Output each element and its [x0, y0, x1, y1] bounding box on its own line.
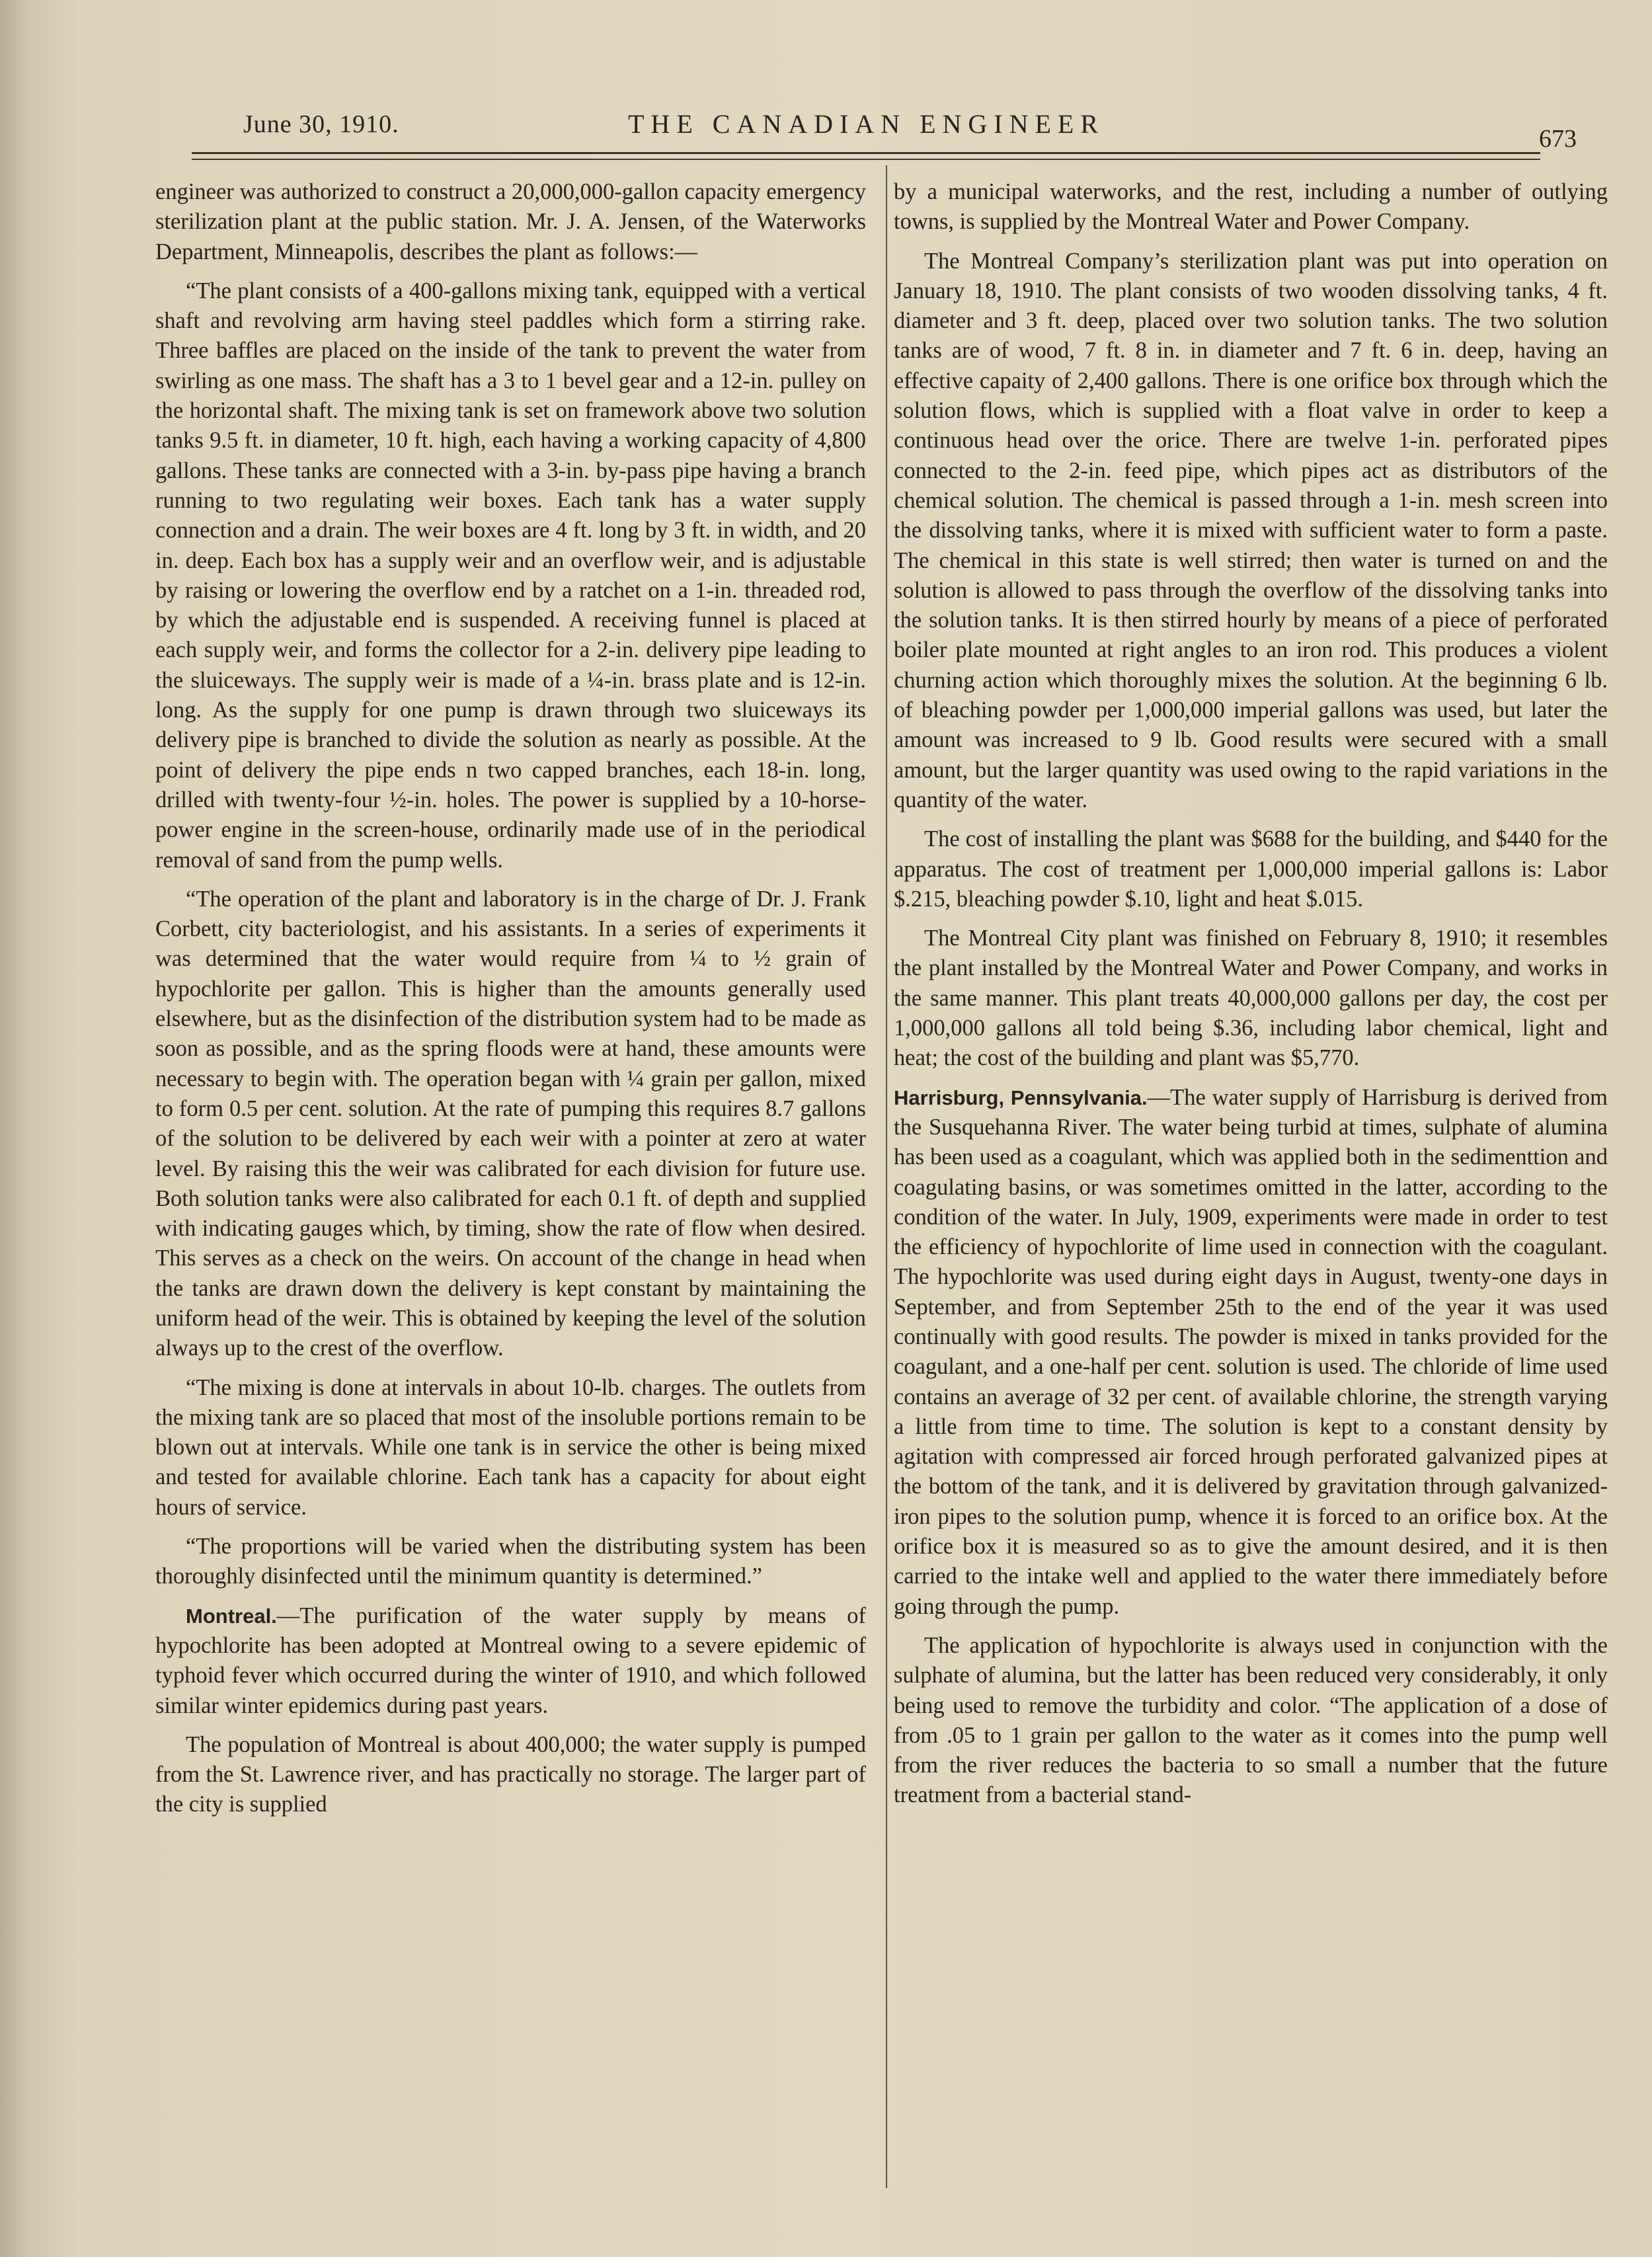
paragraph: “The proportions will be varied when the distributing system has been thoroughly disinfected until the minimum quantity is determined.”: [155, 1534, 866, 1589]
running-header: [238, 106, 1593, 159]
header-rule-bottom: [192, 159, 1540, 160]
header-date: June 30, 1910.: [243, 110, 399, 138]
right-column: [894, 177, 1608, 1820]
column-divider: [886, 165, 887, 2188]
paragraph: “The operation of the plant and laboratory is in the charge of Dr. J. Frank Corbett, city bacteriologist, and his assistants. In a series of experiments it was determined that the water would require from ¼ to ½ grain of hypochlorite per gallon. This is higher than the amounts generally used elsewhere, but as the disinfection of the distribution system had to be made as soon as possible, and as the spring floods were at hand, these amounts were necessary to begin with. The operation began with ¼ grain per gallon, mixed to form 0.5 per cent. solution. At the rate of pumping this requires 8.7 gallons of the solution to be delivered by each weir with a pointer at zero at water level. By raising this the weir was calibrated for each division for future use. Both solution tanks were also calibrated for each 0.1 ft. of depth and supplied with indicating gauges which, by timing, show the rate of flow when desired. This serves as a check on the weirs. On account of the change in head when the tanks are drawn down the delivery is kept constant by maintaining the uniform head of the weir. This is obtained by keeping the level of the solution always up to the crest of the overflow.: [155, 886, 866, 1361]
left-column: [155, 177, 866, 1829]
header-rule-top: [192, 152, 1540, 154]
page-number: 673: [1539, 125, 1577, 153]
paragraph-text: —The purification of the water supply by means of hypochlorite has been adopted at Montreal owing to a severe epidemic of typhoid fever which occurred during the winter of 1910, and which followed similar winter epidemics during past years.: [155, 1603, 866, 1718]
paragraph: by a municipal waterworks, and the rest, including a number of outlying towns, is supplied by the Montreal Water and Power Company.: [894, 179, 1608, 235]
section-heading-harrisburg: Harrisburg, Pennsylvania.: [894, 1086, 1148, 1109]
paragraph: “The mixing is done at intervals in about 10-lb. charges. The outlets from the mixing tank are so placed that most of the insoluble portions remain to be blown out at intervals. While one tank is in service the other is being mixed and tested for available chlorine. Each tank has a capacity for about eight hours of service.: [155, 1374, 866, 1520]
paragraph: [155, 1601, 866, 1721]
paragraph-text: —The water supply of Harrisburg is derived from the Susquehanna River. The water being turbid at times, sulphate of alumina has been used as a coagulant, which was applied both in the sedimenttion and coagulating basins, or was sometimes omitted in the latter, according to the condition of the water. In July, 1909, experiments were made in order to test the efficiency of hypochlorite of lime used in connection with the coagulant. The hypochlorite was used during eight days in August, twenty-one days in September, and from September 25th to the end of the year it was used continually with good results. The powder is mixed in tanks provided for the coagulant, and a one-half per cent. solution is used. The chloride of lime used contains an average of 32 per cent. of available chlorine, the strength varying a little from time to time. The solution is kept to a constant density by agitation with compressed air forced hrough perforated galvanized pipes at the bottom of the tank, and it is delivered by gravitation through galvanized-iron pipes to the solution pump, whence it is forced to an orifice box. At the orifice box it is measured so as to give the amount desired, and it is then carried to the intake well and applied to the water there immediately before going through the pump.: [894, 1084, 1608, 1619]
paragraph: engineer was authorized to construct a 20,000,000-gallon capacity emergency sterilization plant at the public station. Mr. J. A. Jensen, of the Waterworks Department, Minneapolis, describes the plant as follows:—: [155, 179, 866, 264]
paragraph: The cost of installing the plant was $688 for the building, and $440 for the apparatus. The cost of treatment per 1,000,000 imperial gallons is: Labor $.215, bleaching powder $.10, light and heat $.015.: [894, 826, 1608, 912]
paragraph: The Montreal City plant was finished on February 8, 1910; it resembles the plant installed by the Montreal Water and Power Company, and works in the same manner. This plant treats 40,000,000 gallons per day, the cost per 1,000,000 gallons all told being $.36, including labor chemical, light and heat; the cost of the building and plant was $5,770.: [894, 926, 1608, 1071]
journal-title: THE CANADIAN ENGINEER: [628, 109, 1105, 139]
section-heading-montreal: Montreal.: [186, 1604, 277, 1628]
paragraph: The Montreal Company’s sterilization plant was put into operation on January 18, 1910. The plant consists of two wooden dissolving tanks, 4 ft. diameter and 3 ft. deep, placed over two solution tanks. The two solution tanks are of wood, 7 ft. 8 in. in diameter and 7 ft. 6 in. deep, having an effective capaity of 2,400 gallons. There is one orifice box through which the solution flows, which is supplied with a float valve in order to keep a continuous head over the orice. There are twelve 1-in. perforated pipes connected to the 2-in. feed pipe, which pipes act as distributors of the chemical solution. The chemical is passed through a 1-in. mesh screen into the dissolving tanks, where it is mixed with sufficient water to form a paste. The chemical in this state is well stirred; then water is turned on and the solution is allowed to pass through the overflow of the dissolving tanks into the solution tanks. It is then stirred hourly by means of a piece of perforated boiler plate mounted at right angles to an iron rod. This produces a violent churning action which thoroughly mixes the solution. At the beginning 6 lb. of bleaching powder per 1,000,000 imperial gallons was used, but later the amount was increased to 9 lb. Good results were secured with a small amount, but the larger quantity was used owing to the rapid variations in the quantity of the water.: [894, 248, 1608, 812]
paragraph: [894, 1083, 1608, 1622]
paragraph: The application of hypochlorite is always used in conjunction with the sulphate of alumina, but the latter has been reduced very considerably, it only being used to remove the turbidity and color. “The application of a dose of from .05 to 1 grain per gallon to the water as it comes into the pump well from the river reduces the bacteria to so small a number that the future treatment from a bacterial stand-: [894, 1632, 1608, 1808]
paragraph: “The plant consists of a 400-gallons mixing tank, equipped with a vertical shaft and revolving arm having steel paddles which form a stirring rake. Three baffles are placed on the inside of the tank to prevent the water from swirling as one mass. The shaft has a 3 to 1 bevel gear and a 12-in. pulley on the horizontal shaft. The mixing tank is set on framework above two solution tanks 9.5 ft. in diameter, 10 ft. high, each having a working capacity of 4,800 gallons. These tanks are connected with a 3-in. by-pass pipe having a branch running to two regulating weir boxes. Each tank has a water supply connection and a drain. The weir boxes are 4 ft. long by 3 ft. in width, and 20 in. deep. Each box has a supply weir and an overflow weir, and is adjustable by raising or lowering the overflow end by a ratchet on a 1-in. threaded rod, by which the adjustable end is suspended. A receiving funnel is placed at each supply weir, and forms the collector for a 2-in. delivery pipe leading to the sluiceways. The supply weir is made of a ¼-in. brass plate and is 12-in. long. As the supply for one pump is drawn through two sluiceways its delivery pipe is branched to divide the solution as nearly as possible. At the point of delivery the pipe ends n two capped branches, each 18-in. long, drilled with twenty-four ½-in. holes. The power is supplied by a 10-horse-power engine in the screen-house, ordinarily made use of in the periodical removal of sand from the pump wells.: [155, 278, 866, 873]
paragraph: The population of Montreal is about 400,000; the water supply is pumped from the St. Lawrence river, and has practically no storage. The larger part of the city is supplied: [155, 1731, 866, 1817]
